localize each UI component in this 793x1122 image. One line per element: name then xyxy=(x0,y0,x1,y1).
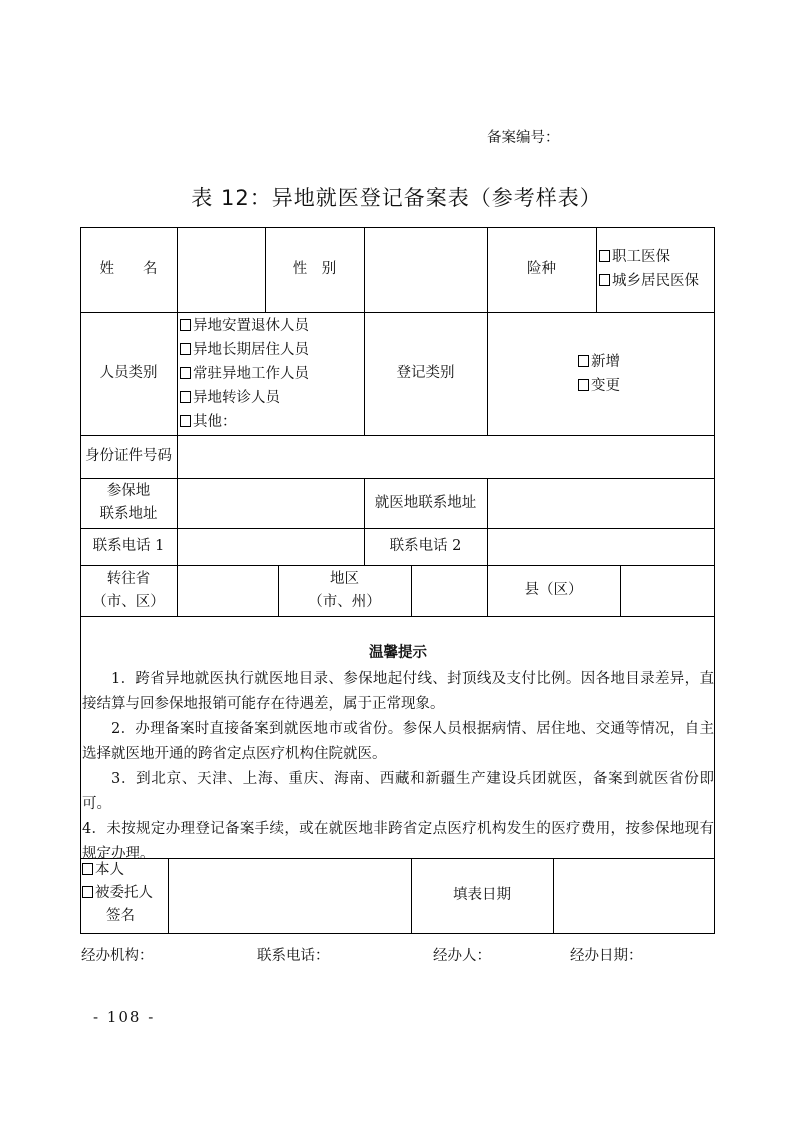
transfer-province-field[interactable] xyxy=(178,566,278,616)
table-rule xyxy=(80,616,714,617)
notice-title: 温馨提示 xyxy=(369,644,427,661)
person-category-options xyxy=(180,314,309,434)
checkbox-option[interactable] xyxy=(82,882,153,905)
form-title: 表 12：异地就医登记备案表（参考样表） xyxy=(191,186,602,210)
notice-section xyxy=(82,640,714,867)
gender-label: 性 别 xyxy=(292,261,337,277)
checkbox-icon[interactable] xyxy=(180,343,191,355)
checkbox-option[interactable] xyxy=(180,362,309,386)
notice-item: 3．到北京、天津、上海、重庆、海南、西藏和新疆生产建设兵团就医，备案到就医省份即可。 xyxy=(82,771,714,812)
agency-phone-label: 联系电话： xyxy=(257,948,330,964)
table-rule xyxy=(596,227,597,312)
checkbox-icon[interactable] xyxy=(599,250,610,262)
option-label: 职工医保 xyxy=(612,249,670,265)
checkbox-option[interactable] xyxy=(82,859,153,882)
checkbox-icon[interactable] xyxy=(599,274,610,286)
checkbox-option[interactable] xyxy=(599,269,699,293)
option-label: 其他： xyxy=(193,414,237,430)
option-label: 异地安置退休人员 xyxy=(193,318,309,334)
option-label: 异地转诊人员 xyxy=(193,390,280,406)
checkbox-icon[interactable] xyxy=(578,379,589,391)
phone1-field[interactable] xyxy=(178,529,364,565)
region-label: 地区 （市、州） xyxy=(308,570,381,610)
checkbox-option[interactable] xyxy=(578,350,620,374)
option-label: 异地长期居住人员 xyxy=(193,342,309,358)
name-label: 姓 名 xyxy=(99,261,158,277)
table-border-bottom xyxy=(80,933,714,934)
person-category-label: 人员类别 xyxy=(99,365,158,381)
checkbox-icon[interactable] xyxy=(82,886,93,898)
insurance-options xyxy=(599,245,699,293)
county-label: 县（区） xyxy=(524,582,583,598)
handle-date-label: 经办日期： xyxy=(570,948,643,964)
id-number-label: 身份证件号码 xyxy=(85,448,172,464)
fill-date-label: 填表日期 xyxy=(453,887,511,903)
gender-field[interactable] xyxy=(365,228,487,312)
checkbox-option[interactable] xyxy=(180,314,309,338)
region-field[interactable] xyxy=(412,566,487,616)
notice-item: 4．未按规定办理登记备案手续，或在就医地非跨省定点医疗机构发生的医疗费用，按参保地现有规定办理。 xyxy=(82,821,714,862)
checkbox-icon[interactable] xyxy=(180,415,191,427)
option-label: 变更 xyxy=(591,378,620,394)
checkbox-option[interactable] xyxy=(599,245,699,269)
id-number-field[interactable] xyxy=(178,436,714,478)
county-field[interactable] xyxy=(621,566,714,616)
checkbox-option[interactable] xyxy=(180,410,309,434)
checkbox-option[interactable] xyxy=(180,386,309,410)
notice-item: 1．跨省异地就医执行就医地目录、参保地起付线、封顶线及支付比例。因各地目录差异，直接结算与回参保地报销可能存在待遇差，属于正常现象。 xyxy=(82,671,714,712)
phone2-field[interactable] xyxy=(488,529,714,565)
medical-address-field[interactable] xyxy=(488,479,714,528)
option-label: 城乡居民医保 xyxy=(612,273,699,289)
medical-address-label: 就医地联系地址 xyxy=(374,494,477,511)
transfer-province-label: 转往省 （市、区） xyxy=(92,570,165,610)
phone2-label: 联系电话 2 xyxy=(389,538,462,554)
option-label: 新增 xyxy=(591,354,620,370)
checkbox-option[interactable] xyxy=(180,338,309,362)
filing-number-label: 备案编号： xyxy=(487,130,560,146)
table-rule xyxy=(177,312,178,435)
fill-date-field[interactable] xyxy=(554,859,714,933)
registration-options xyxy=(578,350,620,398)
signer-options xyxy=(82,859,153,928)
checkbox-icon[interactable] xyxy=(578,355,589,367)
checkbox-icon[interactable] xyxy=(180,391,191,403)
option-label: 常驻异地工作人员 xyxy=(193,366,309,382)
insured-address-label: 参保地 联系地址 xyxy=(99,483,158,522)
option-label: 被委托人 xyxy=(95,885,153,901)
agency-label: 经办机构： xyxy=(81,948,154,964)
table-rule xyxy=(487,312,488,435)
insurance-type-label: 险种 xyxy=(527,261,556,277)
checkbox-option[interactable] xyxy=(578,374,620,398)
name-field[interactable] xyxy=(178,228,265,312)
checkbox-icon[interactable] xyxy=(82,863,93,875)
phone1-label: 联系电话 1 xyxy=(92,538,165,554)
insured-address-field[interactable] xyxy=(178,479,364,528)
registration-category-label: 登记类别 xyxy=(396,365,455,381)
table-border-right xyxy=(714,227,715,934)
handler-label: 经办人： xyxy=(433,948,491,964)
checkbox-icon[interactable] xyxy=(180,367,191,379)
notice-item: 2．办理备案时直接备案到就医地市或省份。参保人员根据病情、居住地、交通等情况，自主选择就医地开通的跨省定点医疗机构住院就医。 xyxy=(82,721,714,762)
signature-field[interactable] xyxy=(169,859,411,933)
sign-label: 签名 xyxy=(106,908,135,924)
option-label: 本人 xyxy=(95,862,124,878)
page-number: - 108 - xyxy=(93,1008,156,1026)
checkbox-icon[interactable] xyxy=(180,319,191,331)
